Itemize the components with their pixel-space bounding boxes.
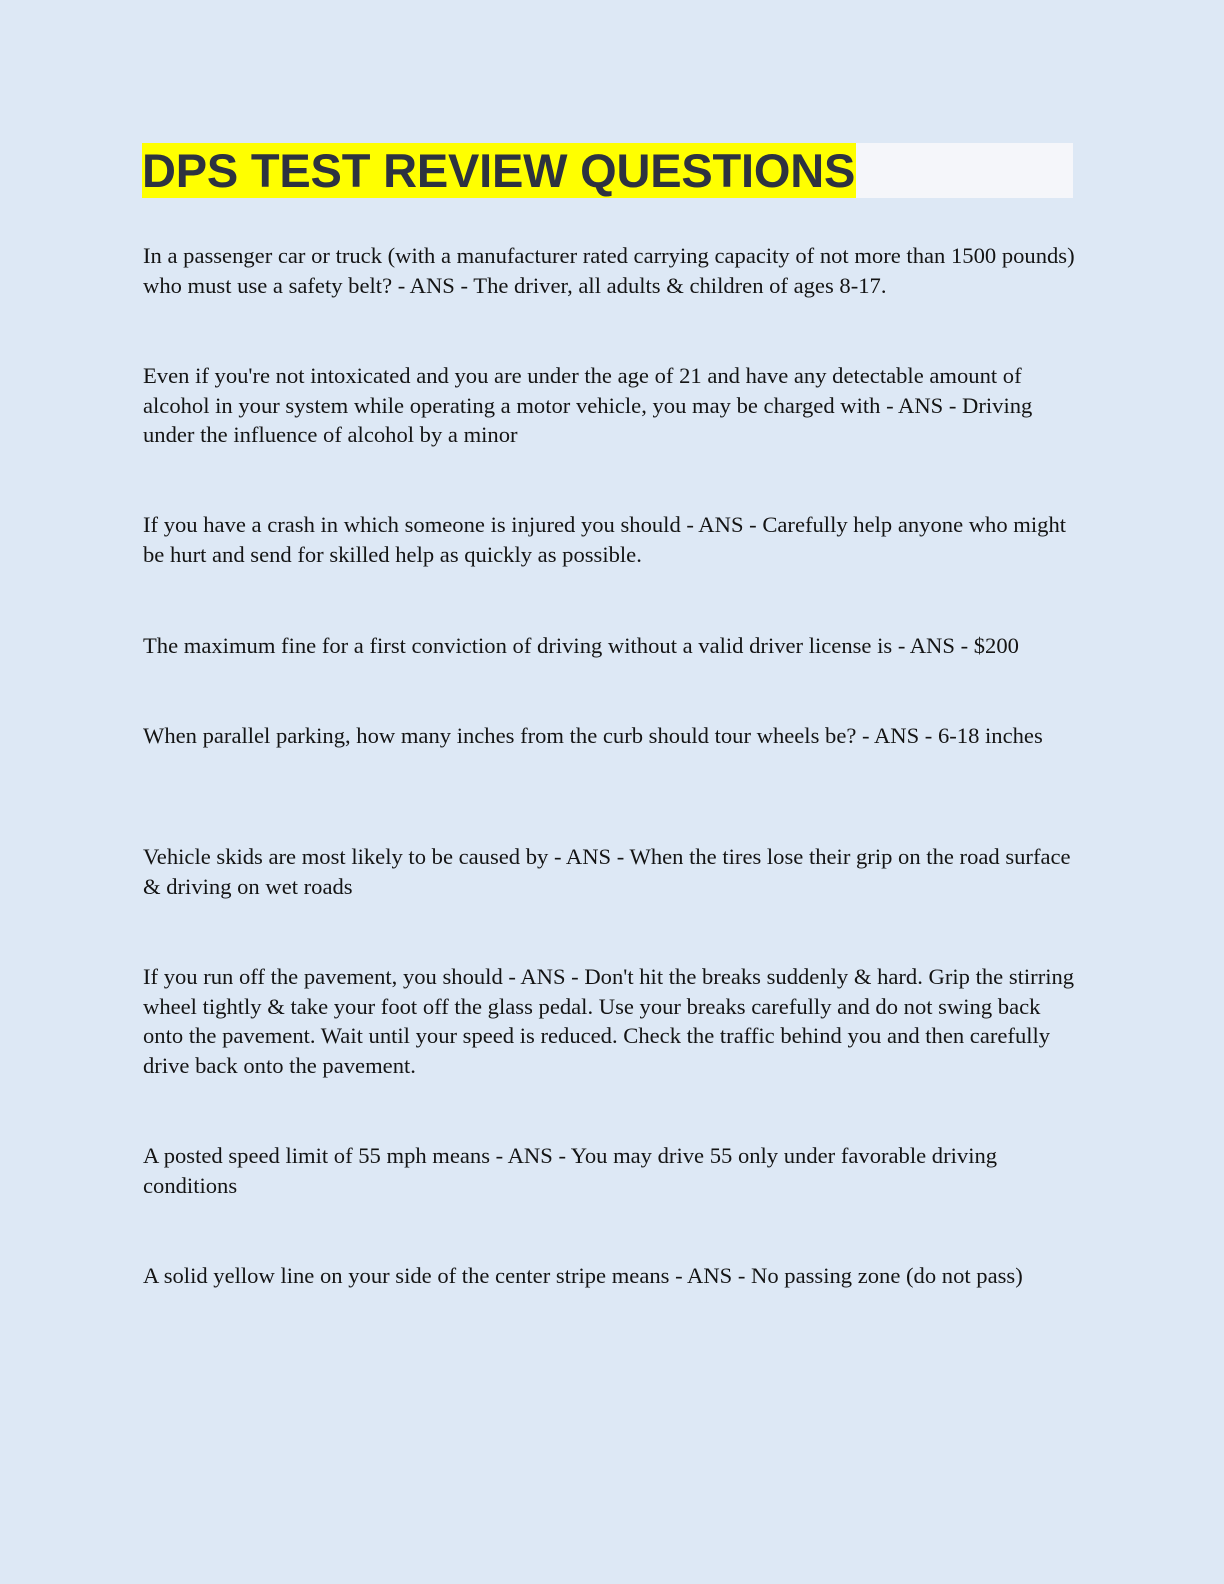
qa-item-9: A solid yellow line on your side of the center stripe means - ANS - No passing zone (do not pass)	[143, 1263, 1023, 1288]
qa-item-6: Vehicle skids are most likely to be caused by - ANS - When the tires lose their grip on the road surface & driving on wet roads	[143, 844, 1071, 899]
qa-item-1: In a passenger car or truck (with a manufacturer rated carrying capacity of not more than 1500 pounds) who must use a safety belt? - ANS - The driver, all adults & children of ages 8-17.	[143, 243, 1075, 298]
qa-item-5: When parallel parking, how many inches from the curb should tour wheels be? - ANS - 6-18 inches	[143, 723, 1043, 748]
qa-item-8: A posted speed limit of 55 mph means - ANS - You may drive 55 only under favorable driving conditions	[143, 1143, 998, 1198]
qa-item-4: The maximum fine for a first conviction of driving without a valid driver license is - ANS - $200	[143, 633, 1019, 658]
page-title: DPS TEST REVIEW QUESTIONS	[142, 144, 856, 197]
qa-item-2: Even if you're not intoxicated and you are under the age of 21 and have any detectable amount of alcohol in your system while operating a motor vehicle, you may be charged with - ANS - Driving under the influence of alcohol by a minor	[143, 363, 1033, 448]
qa-item-7: If you run off the pavement, you should - ANS - Don't hit the breaks suddenly & hard. Grip the stirring wheel tightly & take your foot off the glass pedal. Use your breaks carefully and do not swing back onto the pavement. Wait until your speed is reduced. Check the traffic behind you and then carefully drive back onto the pavement.	[143, 964, 1075, 1079]
qa-item-3: If you have a crash in which someone is injured you should - ANS - Carefully help anyone who might be hurt and send for skilled help as quickly as possible.	[143, 512, 1067, 567]
title-box	[142, 143, 1073, 198]
